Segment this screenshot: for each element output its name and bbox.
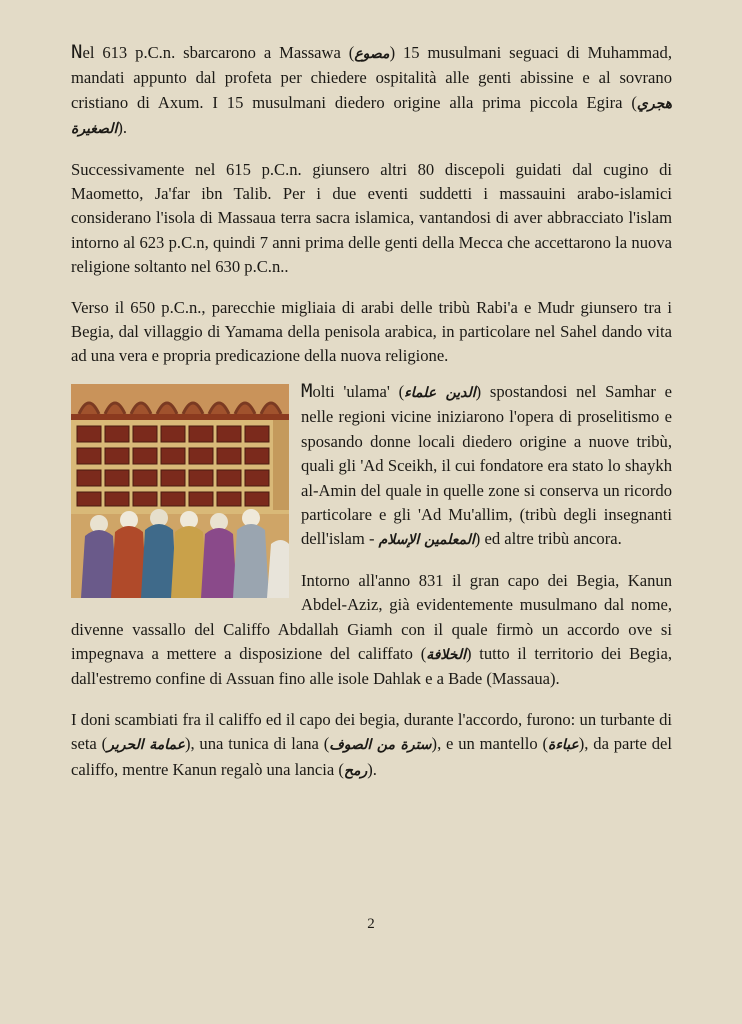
- text-run: ).: [117, 118, 128, 138]
- page-number: 2: [367, 916, 375, 932]
- paragraph-6: [71, 708, 672, 783]
- arabic-term: هجري الصغيرة: [71, 95, 672, 138]
- arabic-term: المعلمين الإسلام: [378, 532, 475, 549]
- paragraph-1: [71, 40, 672, 142]
- arabic-term: عمامة الحرير: [107, 737, 185, 754]
- text-run: olti 'ulama' (: [312, 381, 405, 401]
- arabic-term: الخلافة: [426, 646, 466, 663]
- text-run: ) 15 musulmani seguaci di Muhammad, mandati appunto dal profeta per chiedere ospitalità alle genti abissine e al sovrano cristiano di Axum. I 15 musulmani diedero origine alla prima piccola Egira (: [71, 43, 672, 112]
- arabic-term: الدين علماء: [404, 384, 476, 401]
- text-run: ) spostandosi nel Samhar e nelle regioni vicine iniziarono l'opera di proselitismo e sposando donne locali diedero origine a nuove tribù, quali gli 'Ad Sceikh, il cui fondatore era stato lo shaykh al-Amin del quale in quelle zone si conserva un ricordo particolare e gli 'Ad Mu'allim, (tribù degli insegnanti dell'islam -: [301, 381, 672, 549]
- text-run: Verso il 650 p.C.n., parecchie migliaia di arabi delle tribù Rabi'a e Mudr giunsero tra i Begia, dal villaggio di Yamama della penisola arabica, in particolare nel Sahel dando vita ad una vera e propria predicazione della nuova religione.: [71, 297, 672, 366]
- drop-cap: N: [71, 41, 83, 63]
- manuscript-illustration: [71, 384, 289, 598]
- arabic-term: عباءة: [548, 737, 579, 754]
- text-run: ) tutto il territorio dei Begia, dall'estremo confine di Assuan fino alle isole Dahlak e a Bade (Massaua).: [71, 643, 672, 689]
- document-body: [71, 40, 672, 799]
- paragraph-3: [71, 296, 672, 369]
- drop-cap: M: [301, 379, 313, 402]
- text-run: ), e un mantello (: [431, 734, 549, 754]
- text-run: Intorno all'anno 831 il gran capo dei Begia, Kanun Abdel-Aziz, già evidentemente musulmano dal nome, divenne vassallo del Califfo Abdallah Giamh con il quale firmò un accordo ove si impegnava a mettere a disposizione del califfato (: [71, 570, 672, 663]
- arabic-term: مصوع: [354, 46, 390, 62]
- text-run: el 613 p.C.n. sbarcarono a Massawa (: [82, 43, 355, 62]
- paragraph-2: Successivamente nel 615 p.C.n. giunsero altri 80 discepoli guidati dal cugino di Maometto, Ja'far ibn Talib. Per i due eventi suddetti i massauini arabo-islamici considerano l'isola di Massaua terra sacra islamica, vantandosi di aver abbracciato l'islam intorno al 623 p.C.n, quindi 7 anni prima delle genti della Mecca che accettarono la nuova religione soltanto nel 630 p.C.n..: [71, 159, 672, 277]
- text-run: I doni scambiati fra il califfo ed il capo dei begia, durante l'accordo, furono: un turbante di seta (: [71, 709, 672, 754]
- arabic-term: سترة من الصوف: [329, 737, 432, 754]
- scholars-library-image: [71, 384, 289, 598]
- text-run: ).: [367, 759, 377, 779]
- text-run: ), da parte del califfo, mentre Kanun regalò una lancia (: [71, 734, 672, 779]
- text-run: ) ed altre tribù ancora.: [474, 529, 622, 549]
- text-run: ), una tunica di lana (: [184, 734, 330, 754]
- arabic-term: رمح: [343, 762, 368, 779]
